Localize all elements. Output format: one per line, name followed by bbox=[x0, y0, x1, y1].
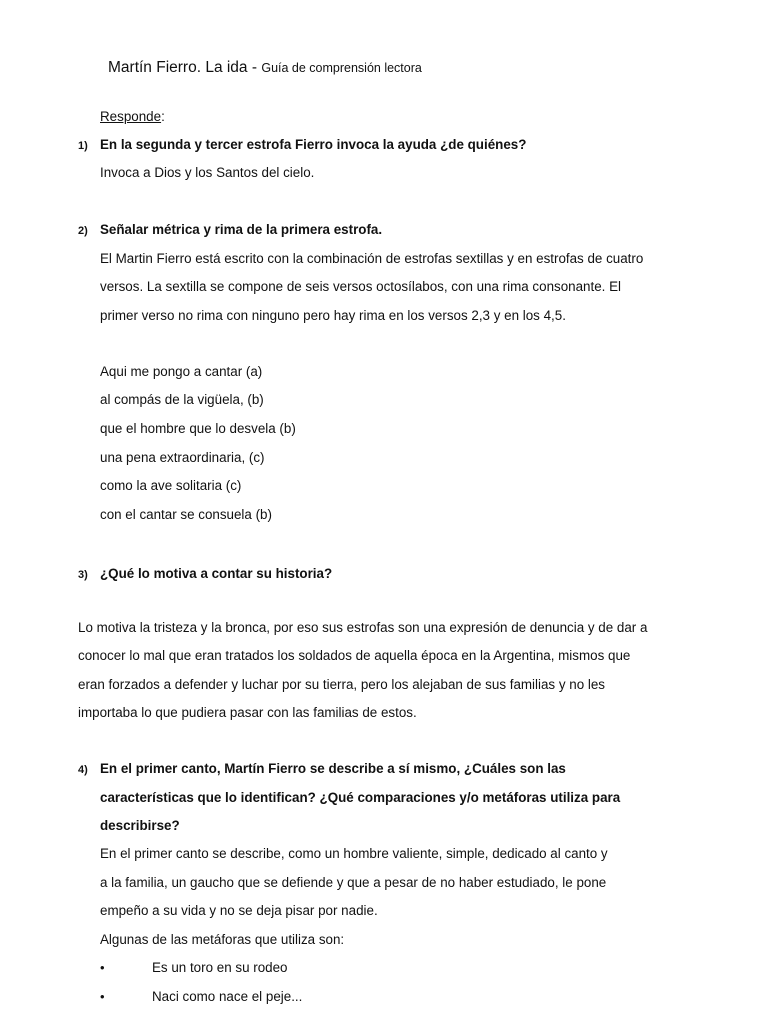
verse-line: como la ave solitaria (c) bbox=[100, 478, 242, 493]
answer-3-line: Lo motiva la tristeza y la bronca, por eso sus estrofas son una expresión de denuncia y de dar a bbox=[78, 620, 648, 635]
question-4-text: características que lo identifican? ¿Qué comparaciones y/o metáforas utiliza para bbox=[100, 790, 621, 805]
title-subtitle: Guía de comprensión lectora bbox=[261, 61, 422, 75]
question-4-text: describirse? bbox=[100, 818, 180, 833]
verse-line: que el hombre que lo desvela (b) bbox=[100, 421, 296, 436]
question-1-number: 1) bbox=[78, 140, 88, 152]
answer-2-line: versos. La sextilla se compone de seis versos octosílabos, con una rima consonante. El bbox=[100, 279, 622, 294]
responde-colon: : bbox=[161, 109, 165, 124]
answer-3-line: eran forzados a defender y luchar por su tierra, pero los alejaban de sus familias y no les bbox=[78, 677, 605, 692]
bullet-symbol: • bbox=[100, 989, 105, 1004]
answer-3-line: importaba lo que pudiera pasar con las familias de estos. bbox=[78, 705, 417, 720]
title-separator: - bbox=[247, 59, 262, 76]
verse-line: Aqui me pongo a cantar (a) bbox=[100, 364, 263, 379]
answer-4-line: a la familia, un gaucho que se defiende y que a pesar de no haber estudiado, le pone bbox=[100, 875, 607, 890]
question-4-text: En el primer canto, Martín Fierro se describe a sí mismo, ¿Cuáles son las bbox=[100, 761, 566, 776]
answer-4-line: En el primer canto se describe, como un hombre valiente, simple, dedicado al canto y bbox=[100, 846, 608, 861]
answer-4-line: empeño a su vida y no se deja pisar por nadie. bbox=[100, 903, 378, 918]
responde-label: Responde bbox=[100, 109, 162, 124]
question-4-number: 4) bbox=[78, 764, 88, 776]
document-title bbox=[108, 59, 422, 77]
title-main: Martín Fierro. La ida bbox=[108, 59, 248, 76]
answer-2-line: primer verso no rima con ninguno pero hay rima en los versos 2,3 y en los 4,5. bbox=[100, 308, 566, 323]
answer-4-line: Algunas de las metáforas que utiliza son: bbox=[100, 932, 345, 947]
question-1-text: En la segunda y tercer estrofa Fierro invoca la ayuda ¿de quiénes? bbox=[100, 137, 527, 152]
responde-heading bbox=[100, 109, 165, 125]
question-2-text: Señalar métrica y rima de la primera estrofa. bbox=[100, 222, 383, 237]
question-3-text: ¿Qué lo motiva a contar su historia? bbox=[100, 566, 333, 581]
bullet-item: Naci como nace el peje... bbox=[152, 989, 303, 1004]
answer-3-line: conocer lo mal que eran tratados los soldados de aquella época en la Argentina, mismos que bbox=[78, 648, 631, 663]
bullet-symbol: • bbox=[100, 960, 105, 975]
question-3-number: 3) bbox=[78, 569, 88, 581]
bullet-item: Es un toro en su rodeo bbox=[152, 960, 288, 975]
question-2-number: 2) bbox=[78, 225, 88, 237]
verse-line: una pena extraordinaria, (c) bbox=[100, 450, 265, 465]
answer-2-line: El Martin Fierro está escrito con la combinación de estrofas sextillas y en estrofas de cuatro bbox=[100, 251, 644, 266]
verse-line: con el cantar se consuela (b) bbox=[100, 507, 272, 522]
answer-1-line: Invoca a Dios y los Santos del cielo. bbox=[100, 165, 315, 180]
verse-line: al compás de la vigüela, (b) bbox=[100, 392, 264, 407]
